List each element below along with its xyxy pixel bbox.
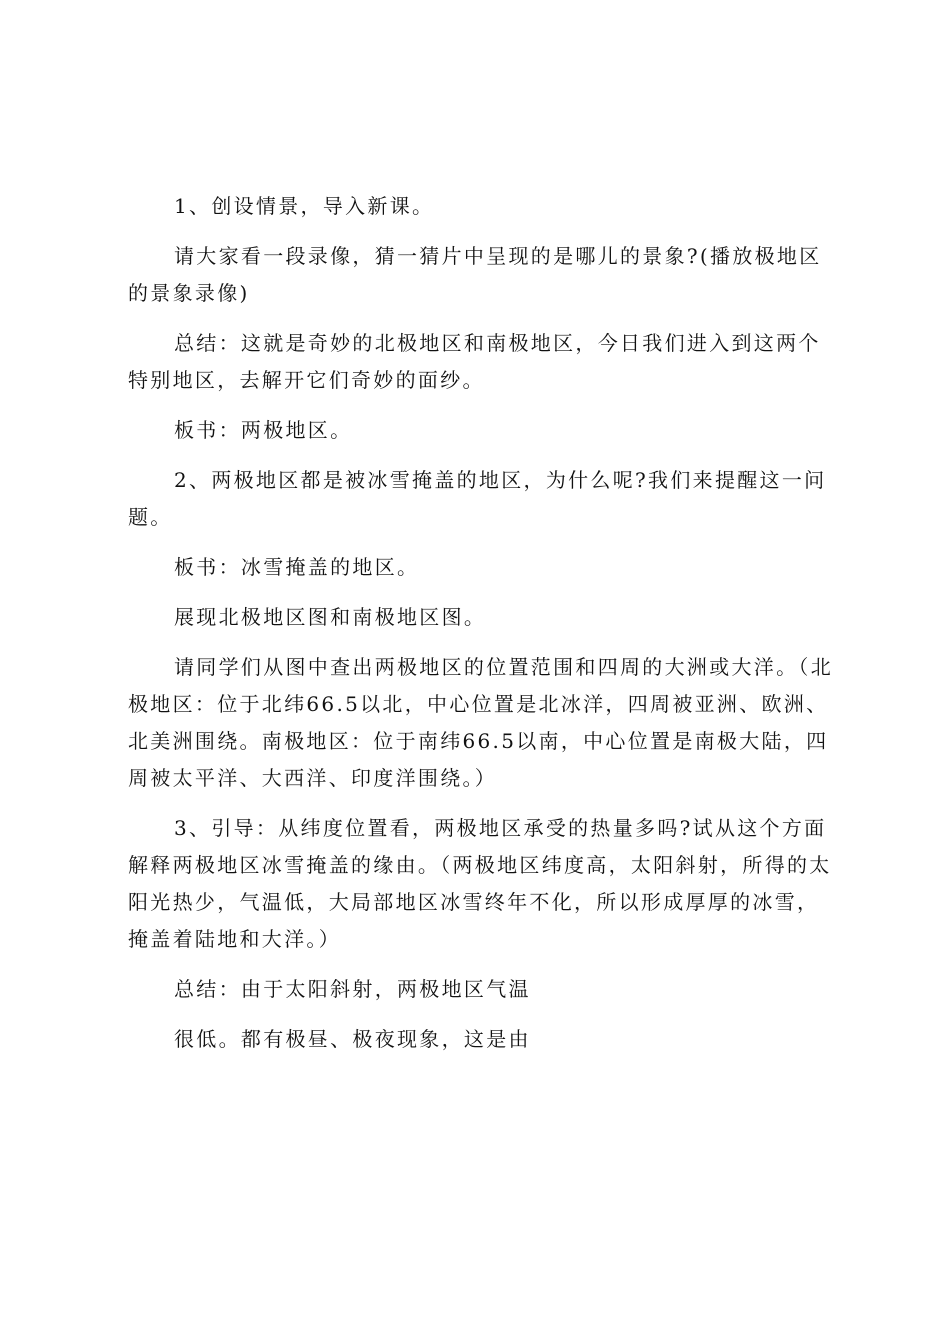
document-body	[128, 188, 833, 1071]
paragraph-polar-day-night: 很低。都有极昼、极夜现象，这是由	[174, 1027, 531, 1051]
paragraph-board-ice-covered: 板书：冰雪掩盖的地区。	[174, 555, 420, 579]
paragraph-summary-intro: 总结：这就是奇妙的北极地区和南极地区，今日我们进入到这两个特别地区，去解开它们奇妙的面纱。	[128, 331, 821, 392]
paragraph-step-2-question: 2、两极地区都是被冰雪掩盖的地区，为什么呢?我们来提醒这一问题。	[128, 468, 827, 529]
paragraph-locate-regions: 请同学们从图中查出两极地区的位置范围和四周的大洲或大洋。（北极地区：位于北纬66.5以北，中心位置是北冰洋，四周被亚洲、欧洲、北美洲围绕。南极地区：位于南纬66.5以南，中心位置是南极大陆，四周被太平洋、大西洋、印度洋围绕。）	[128, 655, 833, 790]
paragraph-summary-temperature: 总结：由于太阳斜射，两极地区气温	[174, 977, 531, 1001]
paragraph-step-3-guidance: 3、引导：从纬度位置看，两极地区承受的热量多吗?试从这个方面解释两极地区冰雪掩盖的缘由。（两极地区纬度高，太阳斜射，所得的太阳光热少，气温低，大局部地区冰雪终年不化，所以形成厚厚的冰雪，掩盖着陆地和大洋。）	[128, 816, 832, 951]
paragraph-board-two-poles: 板书：两极地区。	[174, 418, 353, 442]
paragraph-show-maps: 展现北极地区图和南极地区图。	[174, 605, 487, 629]
paragraph-video-question: 请大家看一段录像，猜一猜片中呈现的是哪儿的景象?(播放极地区的景象录像)	[128, 244, 822, 305]
paragraph-step-1-heading: 1、创设情景，导入新课。	[174, 194, 435, 218]
